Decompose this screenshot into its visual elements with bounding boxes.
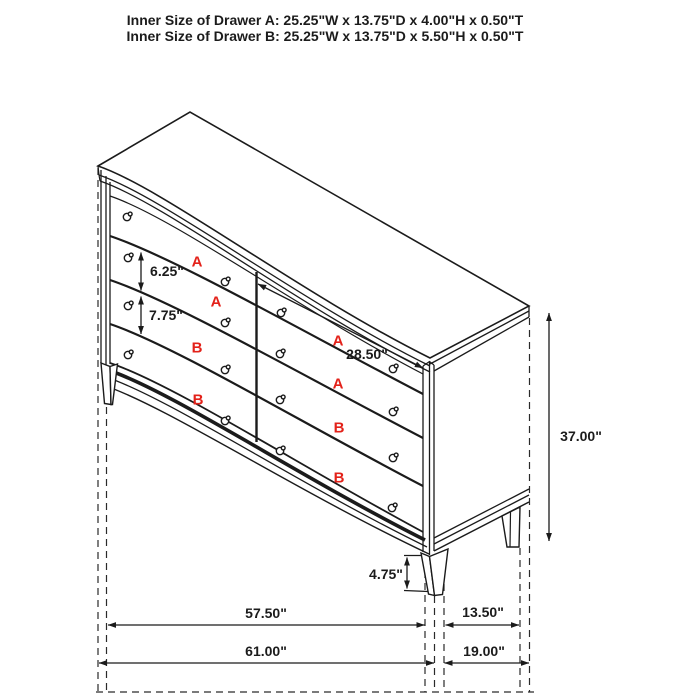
front-left-leg <box>101 363 118 405</box>
drawer-letter-right-2: A <box>332 375 344 393</box>
dim-label-drawer-a-height: 6.25" <box>150 263 184 279</box>
drawer-letter-right-3: B <box>333 419 345 437</box>
drawer-letter-left-1: A <box>191 253 203 271</box>
title-line-2: Inner Size of Drawer B: 25.25"W x 13.75"D x 5.50"H x 0.50"T <box>126 27 524 44</box>
back-right-leg <box>502 507 520 547</box>
dim-label-leg-height: 4.75" <box>369 566 403 582</box>
dim-label-front-width: 57.50" <box>245 605 287 621</box>
left-side-edge <box>101 170 110 373</box>
dim-label-overall-width: 61.00" <box>245 643 287 659</box>
drawer-letter-left-2: A <box>210 293 222 311</box>
dim-label-overall-depth: 19.00" <box>463 643 505 659</box>
dim-label-right-section-width: 28.50" <box>346 346 388 362</box>
dim-label-overall-height: 37.00" <box>560 428 602 444</box>
drawer-letter-left-3: B <box>191 339 203 357</box>
drawer-letter-right-4: B <box>333 469 345 487</box>
drawer-letter-left-4: B <box>192 391 204 409</box>
drawer-letter-right-1: A <box>332 332 344 350</box>
title-line-1: Inner Size of Drawer A: 25.25"W x 13.75"D x 4.00"H x 0.50"T <box>126 12 524 28</box>
dim-label-drawer-b-height: 7.75" <box>149 307 183 323</box>
dresser-top <box>98 112 529 372</box>
dim-label-side-leg-spacing: 13.50" <box>462 604 504 620</box>
